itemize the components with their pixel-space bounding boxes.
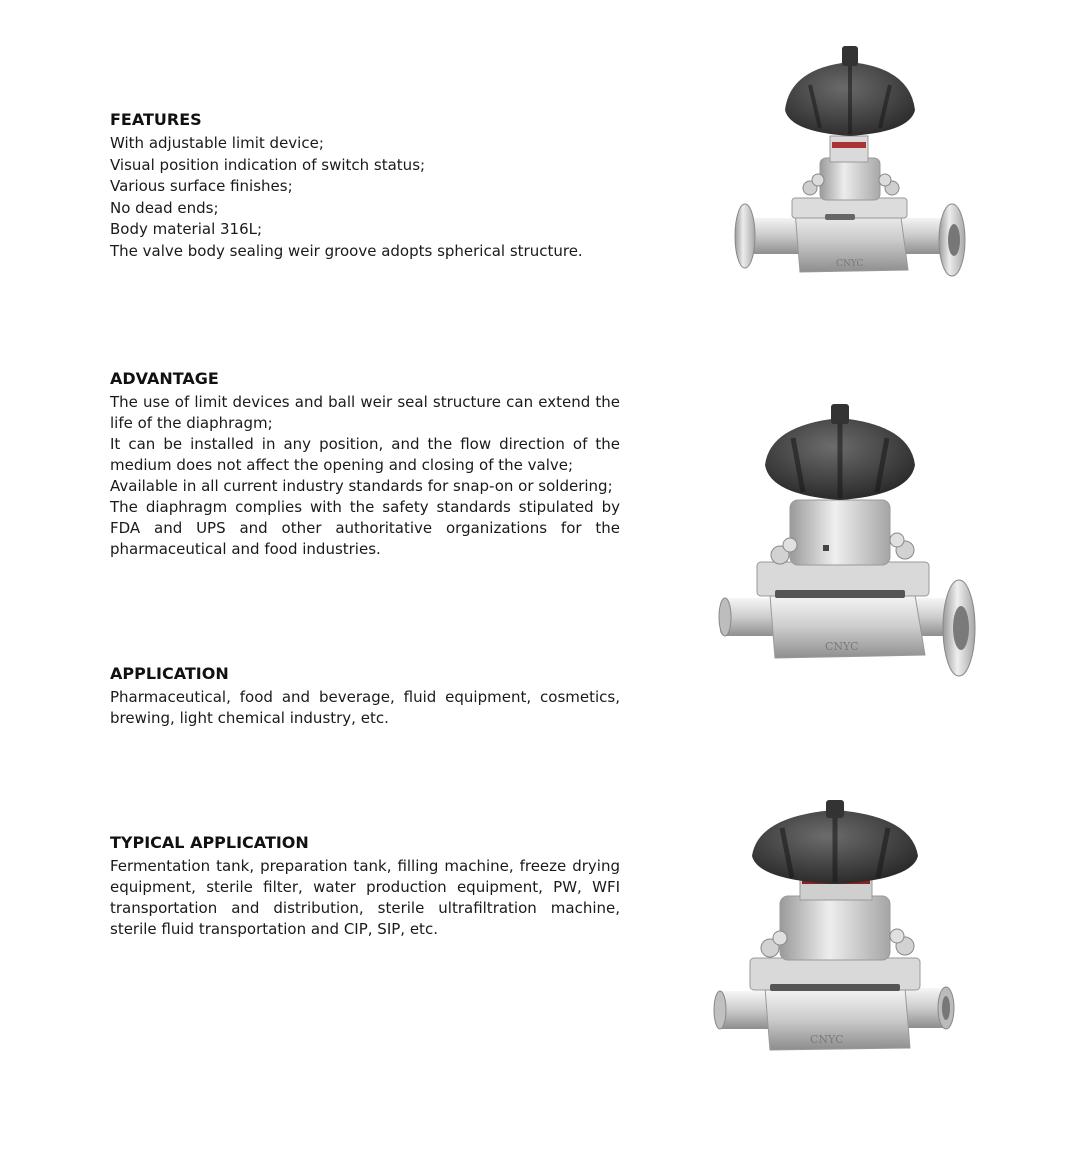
features-section: [110, 110, 620, 262]
advantage-paragraph: The diaphragm complies with the safety standards stipulated by FDA and UPS and other authoritative organizations for the pharmaceutical and food industries.: [110, 498, 620, 558]
advantage-text: [110, 392, 620, 560]
features-item: With adjustable limit device;: [110, 134, 324, 152]
typical-application-section: [110, 833, 620, 940]
diaphragm-valve-image: [710, 798, 960, 1058]
features-item: No dead ends;: [110, 198, 219, 217]
brand-mark: CNYC: [810, 1033, 844, 1046]
diaphragm-valve-image: [715, 400, 985, 685]
advantage-section: [110, 369, 620, 560]
brand-mark: CNYC: [825, 640, 859, 653]
advantage-paragraph: The use of limit devices and ball weir seal structure can extend the life of the diaphragm;: [110, 393, 620, 432]
application-text: Pharmaceutical, food and beverage, fluid equipment, cosmetics, brewing, light chemical industry, etc.: [110, 688, 620, 727]
typical-application-text: Fermentation tank, preparation tank, filling machine, freeze drying equipment, sterile filter, water production equipment, PW, WFI transportation and distribution, sterile ultrafiltration machine, sterile fluid transportation and CIP, SIP, etc.: [110, 857, 620, 938]
advantage-paragraph: It can be installed in any position, and the flow direction of the medium does not affect the opening and closing of the valve;: [110, 435, 620, 474]
features-item: Visual position indication of switch status;: [110, 155, 426, 174]
features-heading: FEATURES: [110, 110, 202, 129]
brand-mark: CNYC: [836, 259, 864, 269]
features-item: Body material 316L;: [110, 220, 263, 238]
features-item: Various surface finishes;: [110, 177, 293, 195]
advantage-heading: ADVANTAGE: [110, 369, 219, 388]
application-section: [110, 664, 620, 729]
application-heading: APPLICATION: [110, 664, 229, 683]
typical-application-heading: TYPICAL APPLICATION: [110, 833, 309, 852]
diaphragm-valve-image: [730, 40, 970, 285]
features-item: The valve body sealing weir groove adopts spherical structure.: [110, 241, 583, 260]
advantage-paragraph: Available in all current industry standards for snap-on or soldering;: [110, 477, 613, 495]
